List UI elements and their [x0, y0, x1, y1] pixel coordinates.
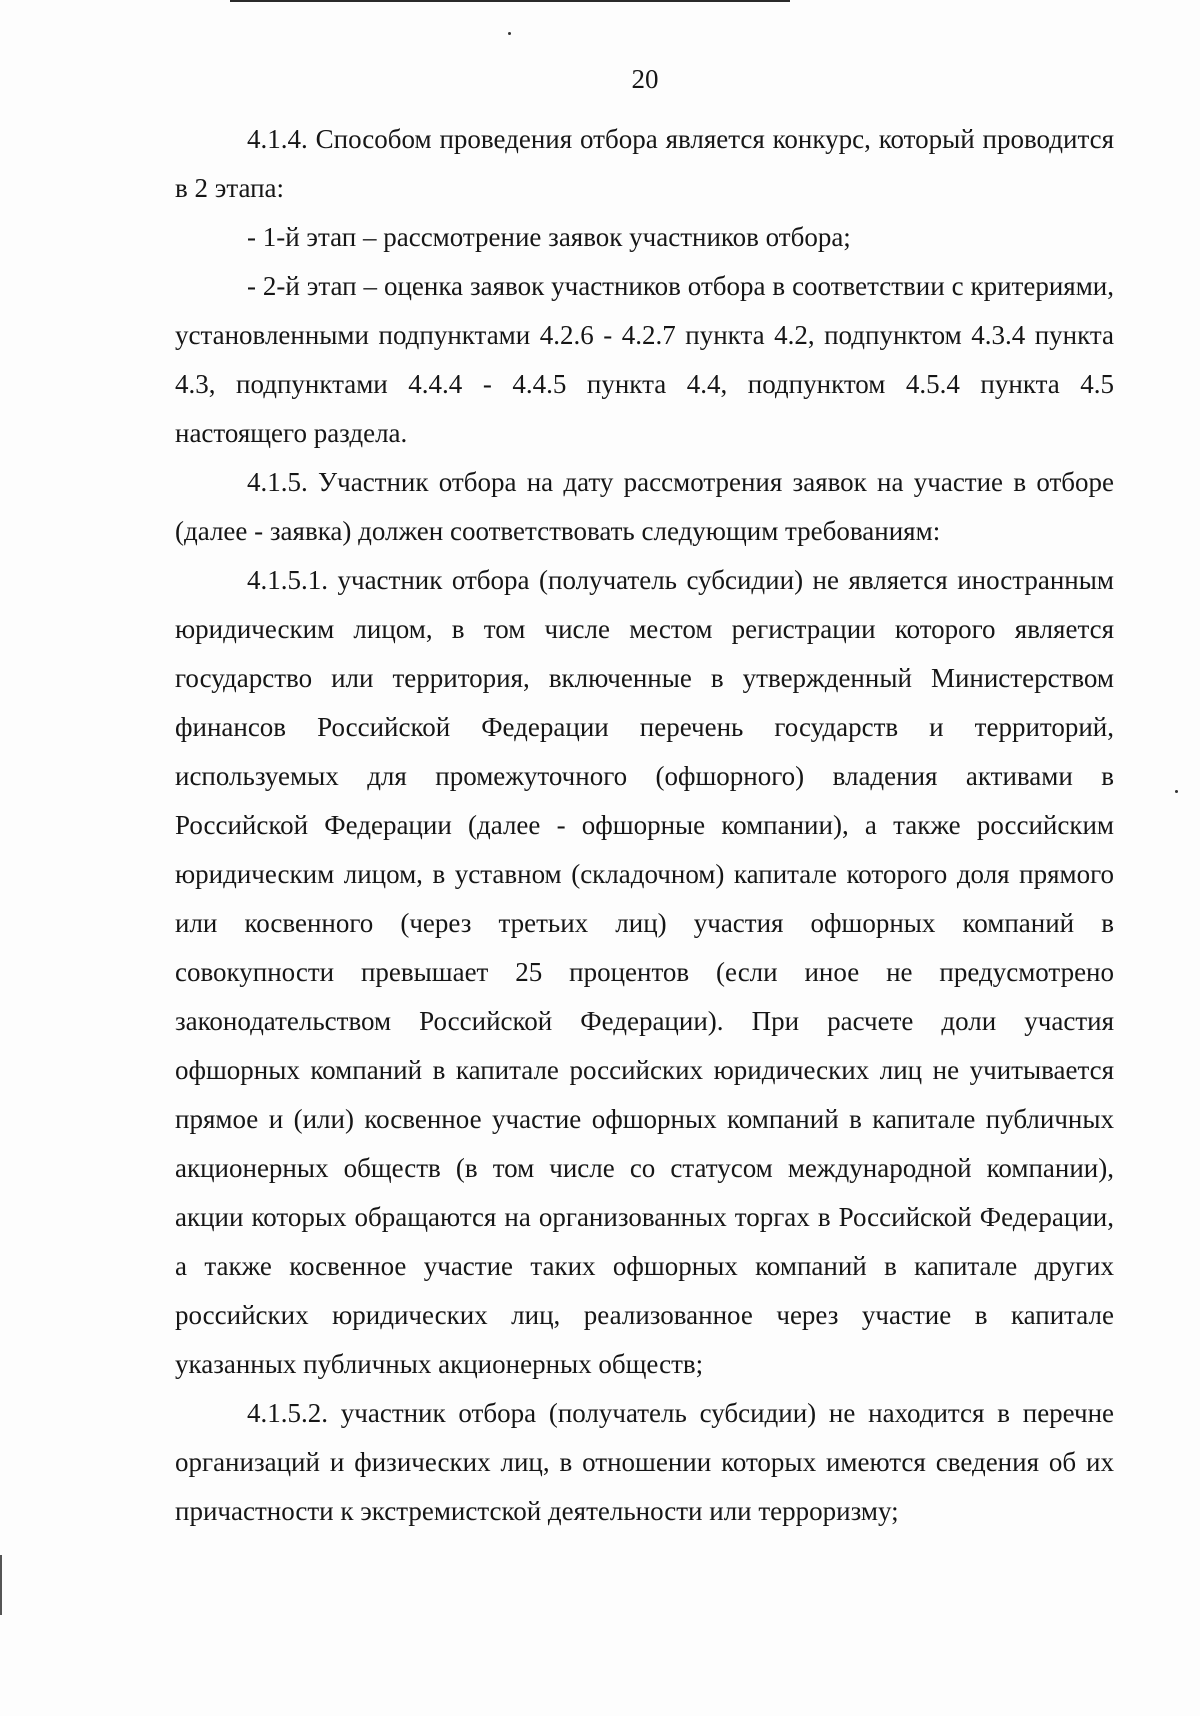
paragraph-4-1-5-1: 4.1.5.1. участник отбора (получатель субсидии) не является иностранным юридическим лицом, в том числе местом регистрации которого является государство или территория, включенные в утвержденный Министерством финансов Российской Федерации перечень государств и территорий, используемых для промежуточного (офшорного) владения активами в Российской Федерации (далее - офшорные компании), а также российским юридическим лицом, в уставном (складочном) капитале которого доля прямого или косвенного (через третьих лиц) участия офшорных компаний в совокупности превышает 25 процентов (если иное не предусмотрено законодательством Российской Федерации). При расчете доли участия офшорных компаний в капитале российских юридических лиц не учитывается прямое и (или) косвенное участие офшорных компаний в капитале публичных акционерных обществ (в том числе со статусом международной компании), акции которых обращаются на организованных торгах в Российской Федерации, а также косвенное участие таких офшорных компаний в капитале других российских юридических лиц, реализованное через участие в капитале указанных публичных акционерных обществ;: [175, 565, 1114, 1379]
paragraph-stage-2: - 2-й этап – оценка заявок участников отбора в соответствии с критериями, установленными подпунктами 4.2.6 - 4.2.7 пункта 4.2, подпунктом 4.3.4 пункта 4.3, подпунктами 4.4.4 - 4.4.5 пункта 4.4, подпунктом 4.5.4 пункта 4.5 настоящего раздела.: [175, 271, 1114, 448]
paragraph-4-1-5-2: 4.1.5.2. участник отбора (получатель субсидии) не находится в перечне организаций и физических лиц, в отношении которых имеются сведения об их причастности к экстремистской деятельности или терроризму;: [175, 1398, 1114, 1526]
paragraph-4-1-4: 4.1.4. Способом проведения отбора является конкурс, который проводится в 2 этапа:: [175, 124, 1114, 203]
document-body: [175, 115, 1114, 1536]
scan-edge-left: [0, 1555, 2, 1615]
scan-speck: [508, 32, 511, 35]
page-number: 20: [631, 64, 659, 94]
scan-edge-top: [230, 0, 790, 2]
paragraph-4-1-5: 4.1.5. Участник отбора на дату рассмотрения заявок на участие в отборе (далее - заявка) должен соответствовать следующим требованиям:: [175, 467, 1114, 546]
scan-speck: [1175, 790, 1178, 793]
paragraph-stage-1: - 1-й этап – рассмотрение заявок участников отбора;: [247, 222, 851, 252]
